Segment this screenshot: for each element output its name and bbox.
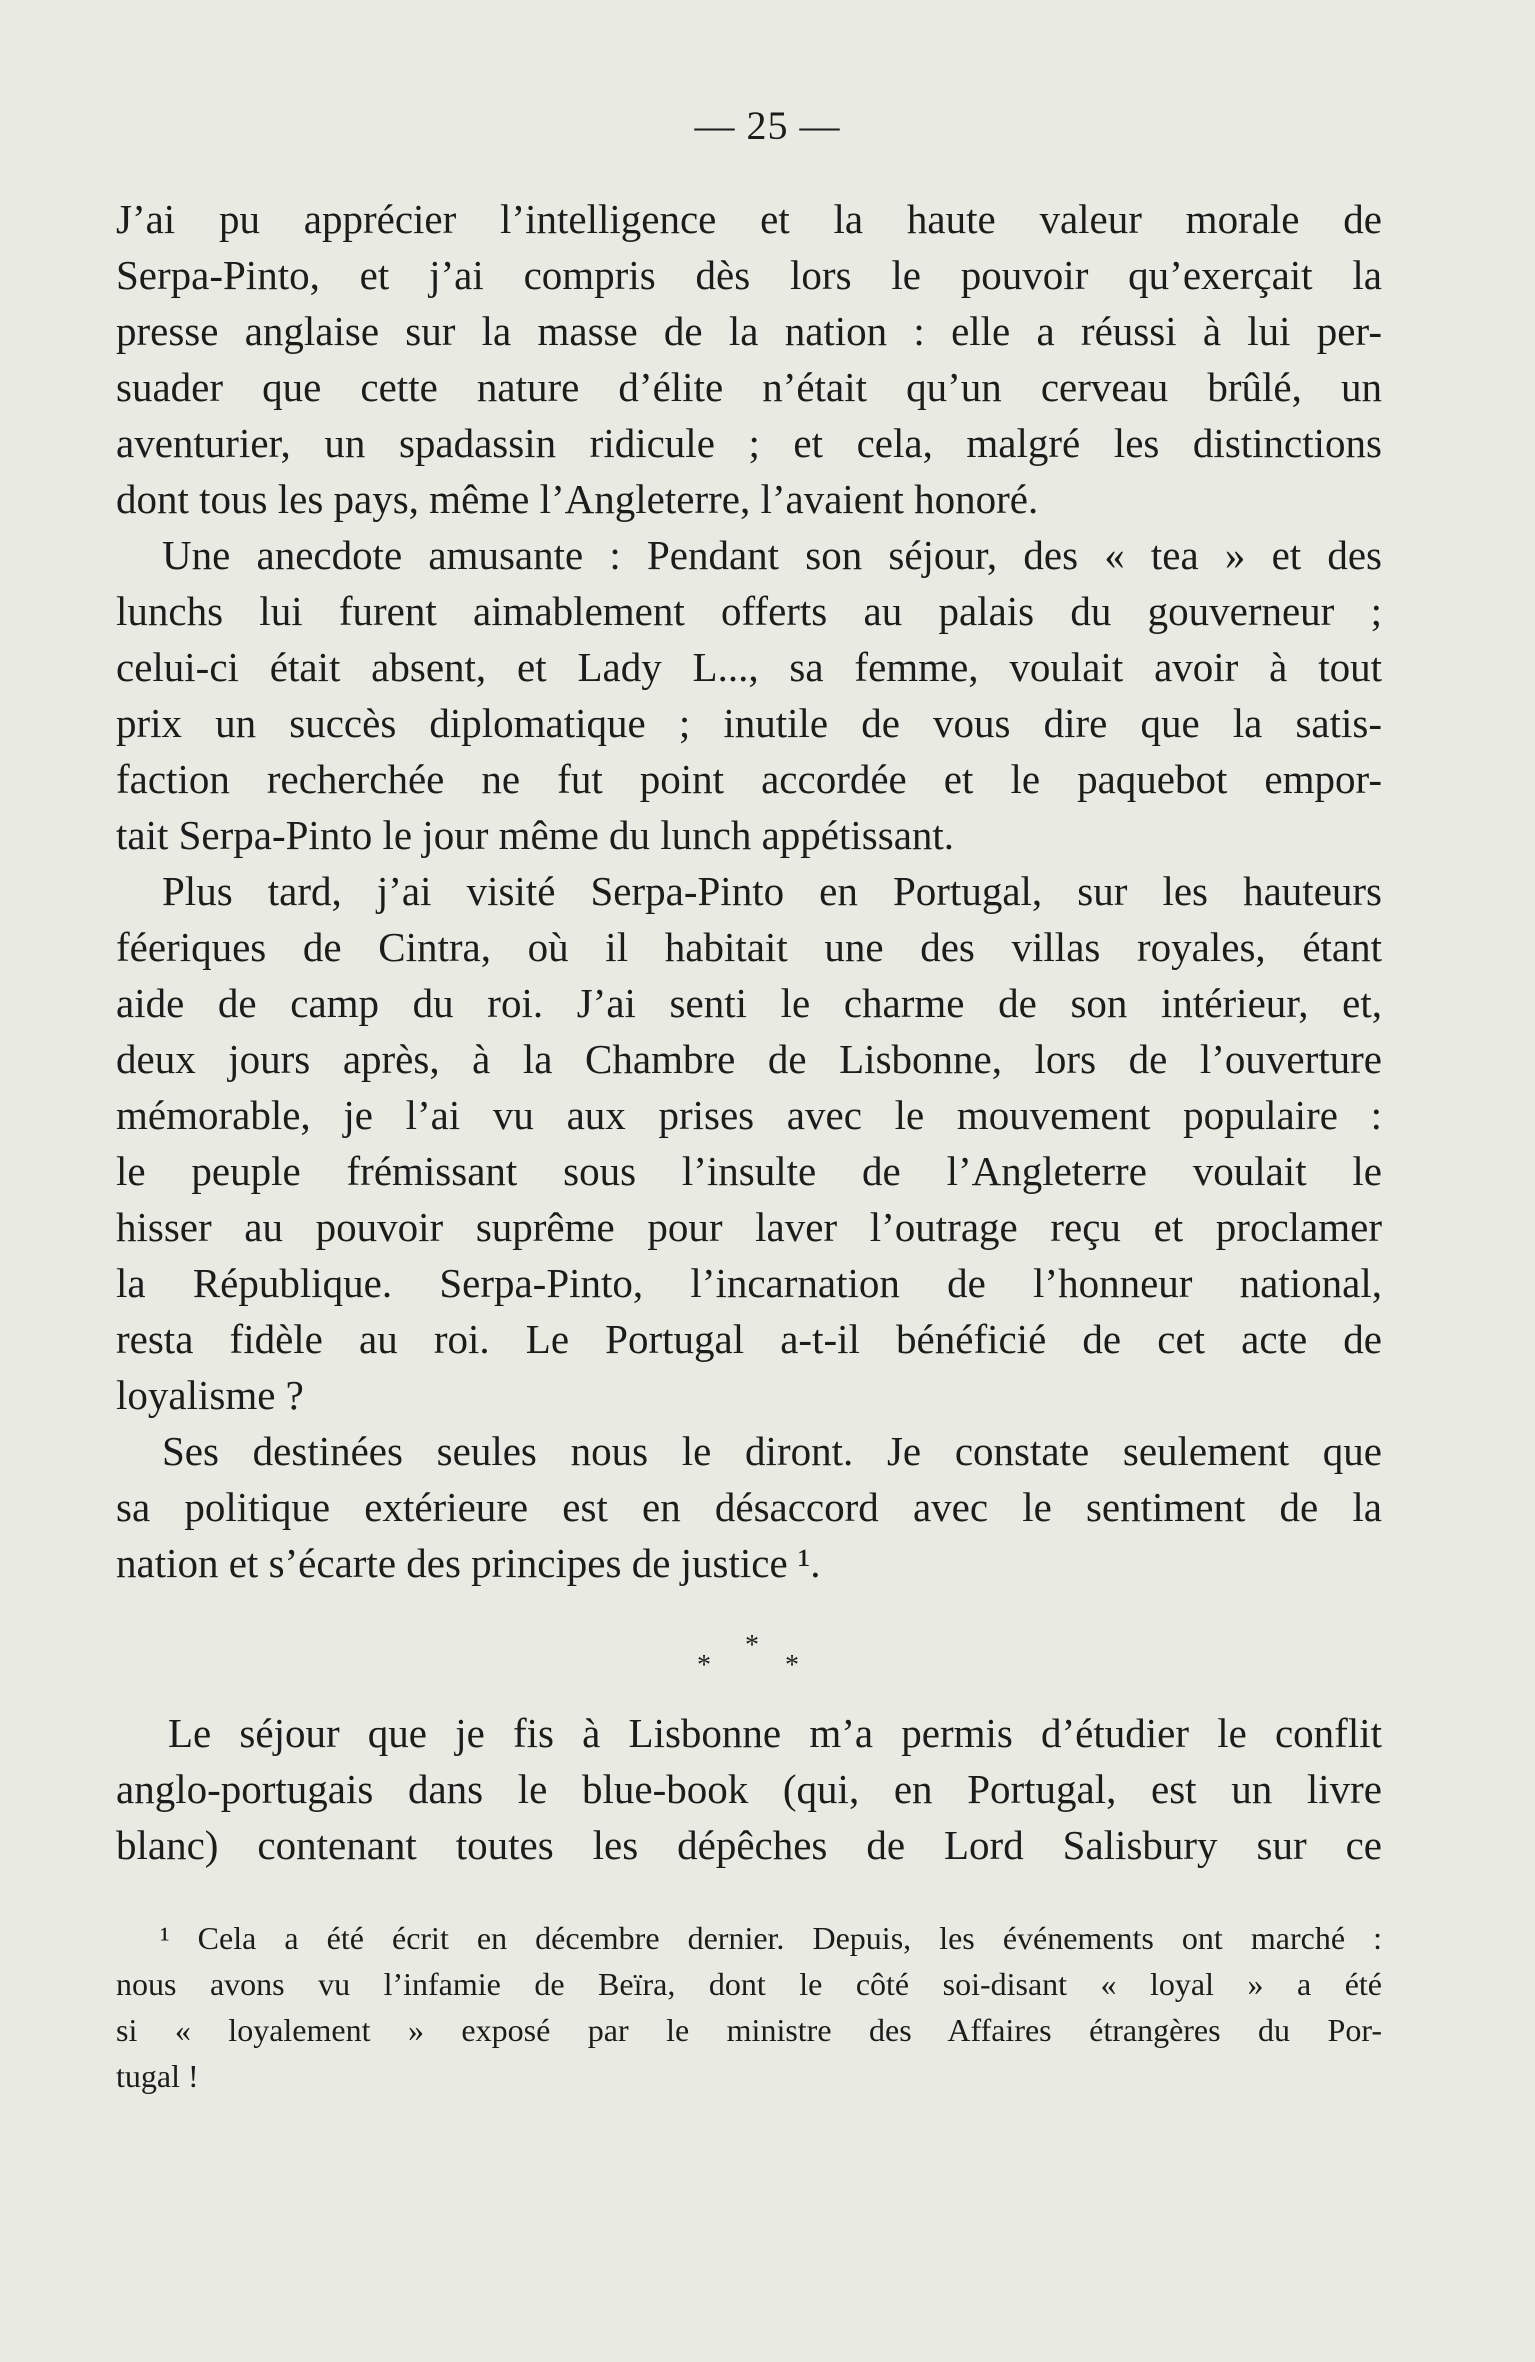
main-text xyxy=(116,191,1382,1591)
text-line: J’ai pu apprécier l’intelligence et la haute valeur morale de xyxy=(116,196,1382,242)
page-number: — 25 — xyxy=(694,103,841,148)
text-line: presse anglaise sur la masse de la nation : elle a réussi à lui per- xyxy=(116,308,1382,354)
text-line: Serpa-Pinto, et j’ai compris dès lors le pouvoir qu’exerçait la xyxy=(116,252,1382,298)
text-line: le peuple frémissant sous l’insulte de l’Angleterre voulait le xyxy=(116,1148,1382,1194)
paragraph xyxy=(116,1423,1382,1591)
text-line: nation et s’écarte des principes de justice ¹. xyxy=(116,1540,821,1586)
asterisk-icon: * xyxy=(785,1650,799,1681)
footnote-line: si « loyalement » exposé par le ministre des Affaires étrangères du Por- xyxy=(116,2012,1382,2048)
text-line: tait Serpa-Pinto le jour même du lunch appétissant. xyxy=(116,812,955,858)
text-line: blanc) contenant toutes les dépêches de Lord Salisbury sur ce xyxy=(116,1822,1382,1868)
text-line: dont tous les pays, même l’Angleterre, l’avaient honoré. xyxy=(116,476,1039,522)
paragraph xyxy=(116,527,1382,863)
asterism-divider xyxy=(0,1630,1535,1690)
text-line: Ses destinées seules nous le diront. Je constate seulement que xyxy=(162,1428,1382,1474)
text-line: hisser au pouvoir suprême pour laver l’outrage reçu et proclamer xyxy=(116,1204,1382,1250)
asterisk-icon: * xyxy=(697,1650,711,1681)
footnote-line: ¹ Cela a été écrit en décembre dernier. Depuis, les événements ont marché : xyxy=(160,1920,1382,1956)
text-line: Plus tard, j’ai visité Serpa-Pinto en Portugal, sur les hauteurs xyxy=(162,868,1382,914)
asterisk-icon: * xyxy=(745,1630,759,1661)
text-line: prix un succès diplomatique ; inutile de vous dire que la satis- xyxy=(116,700,1382,746)
text-line: deux jours après, à la Chambre de Lisbonne, lors de l’ouverture xyxy=(116,1036,1382,1082)
text-line: celui-ci était absent, et Lady L..., sa femme, voulait avoir à tout xyxy=(116,644,1382,690)
footnote-line: tugal ! xyxy=(116,2058,199,2094)
text-line: resta fidèle au roi. Le Portugal a-t-il bénéficié de cet acte de xyxy=(116,1316,1382,1362)
text-line: féeriques de Cintra, où il habitait une des villas royales, étant xyxy=(116,924,1382,970)
text-line: la République. Serpa-Pinto, l’incarnation de l’honneur national, xyxy=(116,1260,1382,1306)
text-line: suader que cette nature d’élite n’était qu’un cerveau brûlé, un xyxy=(116,364,1382,410)
paragraph xyxy=(116,191,1382,527)
footnote-line: nous avons vu l’infamie de Beïra, dont le côté soi-disant « loyal » a été xyxy=(116,1966,1382,2002)
text-line: anglo-portugais dans le blue-book (qui, en Portugal, est un livre xyxy=(116,1766,1382,1812)
second-section-text xyxy=(116,1705,1382,1873)
text-line: faction recherchée ne fut point accordée et le paquebot empor- xyxy=(116,756,1382,802)
paragraph xyxy=(116,863,1382,1423)
text-line: aide de camp du roi. J’ai senti le charme de son intérieur, et, xyxy=(116,980,1382,1026)
text-line: mémorable, je l’ai vu aux prises avec le mouvement populaire : xyxy=(116,1092,1382,1138)
text-line: Le séjour que je fis à Lisbonne m’a permis d’étudier le conflit xyxy=(168,1710,1382,1756)
text-line: lunchs lui furent aimablement offerts au palais du gouverneur ; xyxy=(116,588,1382,634)
footnote xyxy=(116,1915,1382,2099)
text-line: aventurier, un spadassin ridicule ; et cela, malgré les distinctions xyxy=(116,420,1382,466)
text-line: Une anecdote amusante : Pendant son séjour, des « tea » et des xyxy=(162,532,1382,578)
text-line: loyalisme ? xyxy=(116,1372,304,1418)
text-line: sa politique extérieure est en désaccord avec le sentiment de la xyxy=(116,1484,1382,1530)
